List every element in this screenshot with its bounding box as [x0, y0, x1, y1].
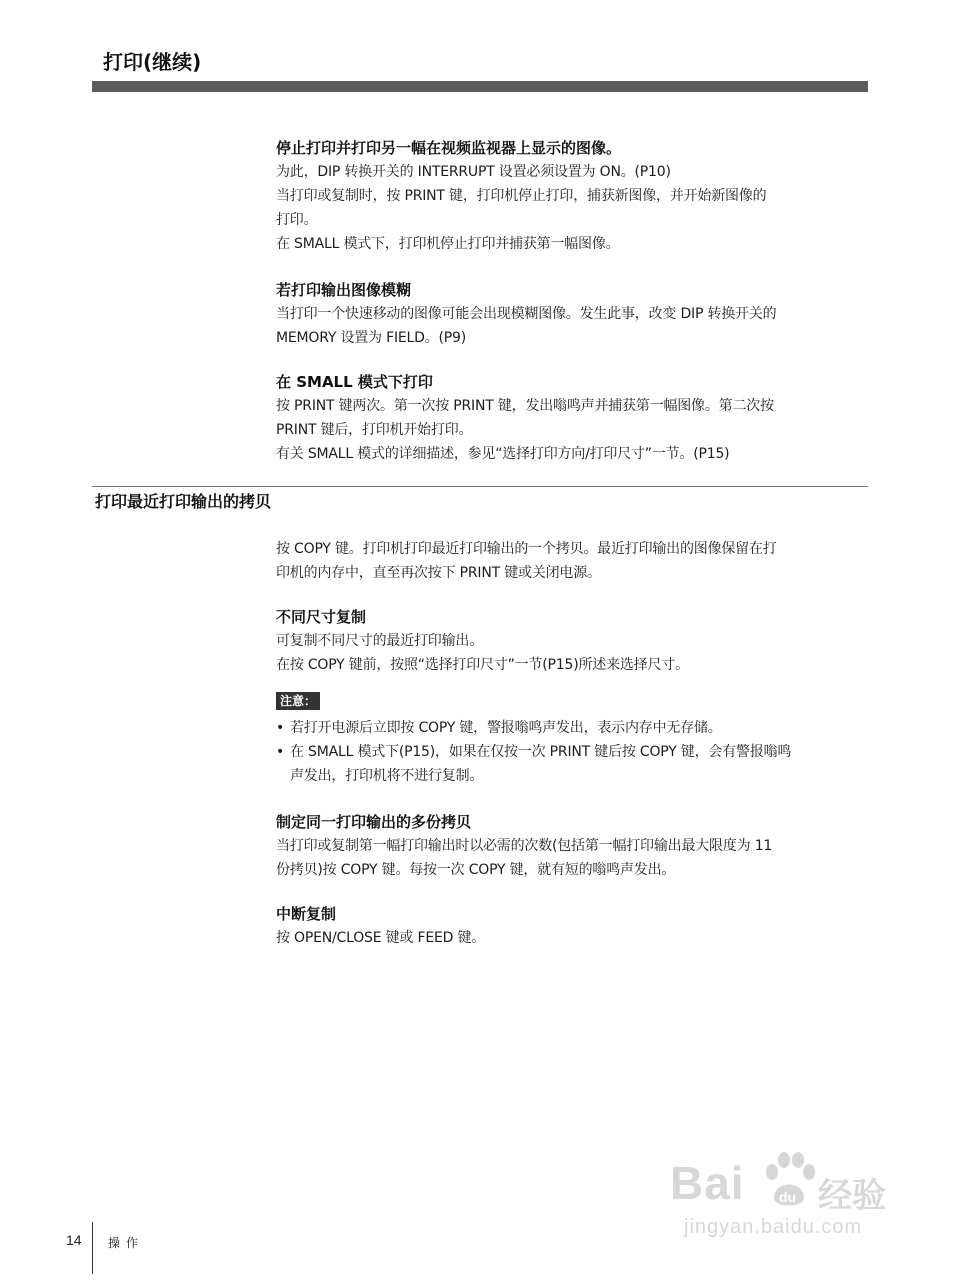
watermark-url: jingyan.baidu.com [684, 1216, 863, 1238]
para-line: 在按 COPY 键前，按照“选择打印尺寸”一节(P15)所述来选择尺寸。 [276, 657, 689, 673]
para-line: 当打印或复制第一幅打印输出时以必需的次数(包括第一幅打印输出最大限度为 11 [276, 838, 773, 854]
watermark-cn: 经验 [818, 1177, 886, 1215]
bullet-text: 在 SMALL 模式下(P15)，如果在仅按一次 PRINT 键后按 COPY 键，会有警报嗡鸣 [290, 744, 792, 760]
note-bullet [276, 716, 868, 740]
heading-small-mode: 在 SMALL 模式下打印 [276, 373, 433, 391]
watermark-du: du [779, 1189, 797, 1205]
bullet-text: 若打开电源后立即按 COPY 键，警报嗡鸣声发出，表示内存中无存储。 [290, 720, 722, 736]
para-line: 为此，DIP 转换开关的 INTERRUPT 设置必须设置为 ON。(P10) [276, 164, 671, 180]
page-title: 打印(继续) [103, 50, 202, 74]
section-divider [92, 486, 868, 487]
para-line: 当打印或复制时，按 PRINT 键，打印机停止打印，捕获新图像，并开始新图像的 [276, 188, 767, 204]
para-line: 按 OPEN/CLOSE 键或 FEED 键。 [276, 930, 486, 946]
section-multi-copy [276, 810, 868, 882]
para-line: 在 SMALL 模式下，打印机停止打印并捕获第一幅图像。 [276, 236, 620, 252]
note-bullet-cont [276, 764, 868, 788]
footer-divider [92, 1222, 93, 1274]
heading-interrupt-copy: 中断复制 [276, 905, 337, 923]
section-copy-intro [276, 537, 868, 585]
paw-icon [762, 1150, 816, 1210]
section-blur [276, 278, 868, 350]
section-stop-print [276, 136, 868, 256]
note-label: 注意： [276, 692, 320, 710]
bullet-dot: • [276, 744, 285, 760]
para-line: 打印。 [276, 212, 318, 228]
watermark-text: Bai [670, 1157, 745, 1209]
heading-multi-copy: 制定同一打印输出的多份拷贝 [276, 813, 472, 831]
bullet-dot: • [276, 720, 285, 736]
baidu-watermark [660, 1150, 910, 1260]
section-interrupt-copy [276, 902, 868, 950]
note-block [276, 690, 868, 788]
footer-label: 操作 [108, 1236, 145, 1250]
para-line: 份拷贝)按 COPY 键。每按一次 COPY 键，就有短的嗡鸣声发出。 [276, 862, 676, 878]
para-line: 印机的内存中，直至再次按下 PRINT 键或关闭电源。 [276, 565, 601, 581]
note-bullet [276, 740, 868, 764]
major-section-title: 打印最近打印输出的拷贝 [95, 492, 272, 511]
para-line: 按 COPY 键。打印机打印最近打印输出的一个拷贝。最近打印输出的图像保留在打 [276, 541, 777, 557]
section-diff-size [276, 605, 868, 677]
para-line: 当打印一个快速移动的图像可能会出现模糊图像。发生此事，改变 DIP 转换开关的 [276, 306, 777, 322]
heading-stop-print: 停止打印并打印另一幅在视频监视器上显示的图像。 [276, 139, 622, 157]
bullet-text: 声发出，打印机将不进行复制。 [290, 768, 484, 784]
para-line: 可复制不同尺寸的最近打印输出。 [276, 633, 483, 649]
para-line: 按 PRINT 键两次。第一次按 PRINT 键，发出嗡鸣声并捕获第一幅图像。第二次按 [276, 398, 774, 414]
page-number: 14 [66, 1232, 82, 1248]
heading-blur: 若打印输出图像模糊 [276, 281, 412, 299]
para-line: MEMORY 设置为 FIELD。(P9) [276, 330, 466, 346]
para-line: PRINT 键后，打印机开始打印。 [276, 422, 473, 438]
section-small-mode [276, 370, 868, 466]
title-bar [92, 81, 868, 92]
heading-diff-size: 不同尺寸复制 [276, 608, 367, 626]
para-line: 有关 SMALL 模式的详细描述，参见“选择打印方向/打印尺寸”一节。(P15) [276, 446, 730, 462]
